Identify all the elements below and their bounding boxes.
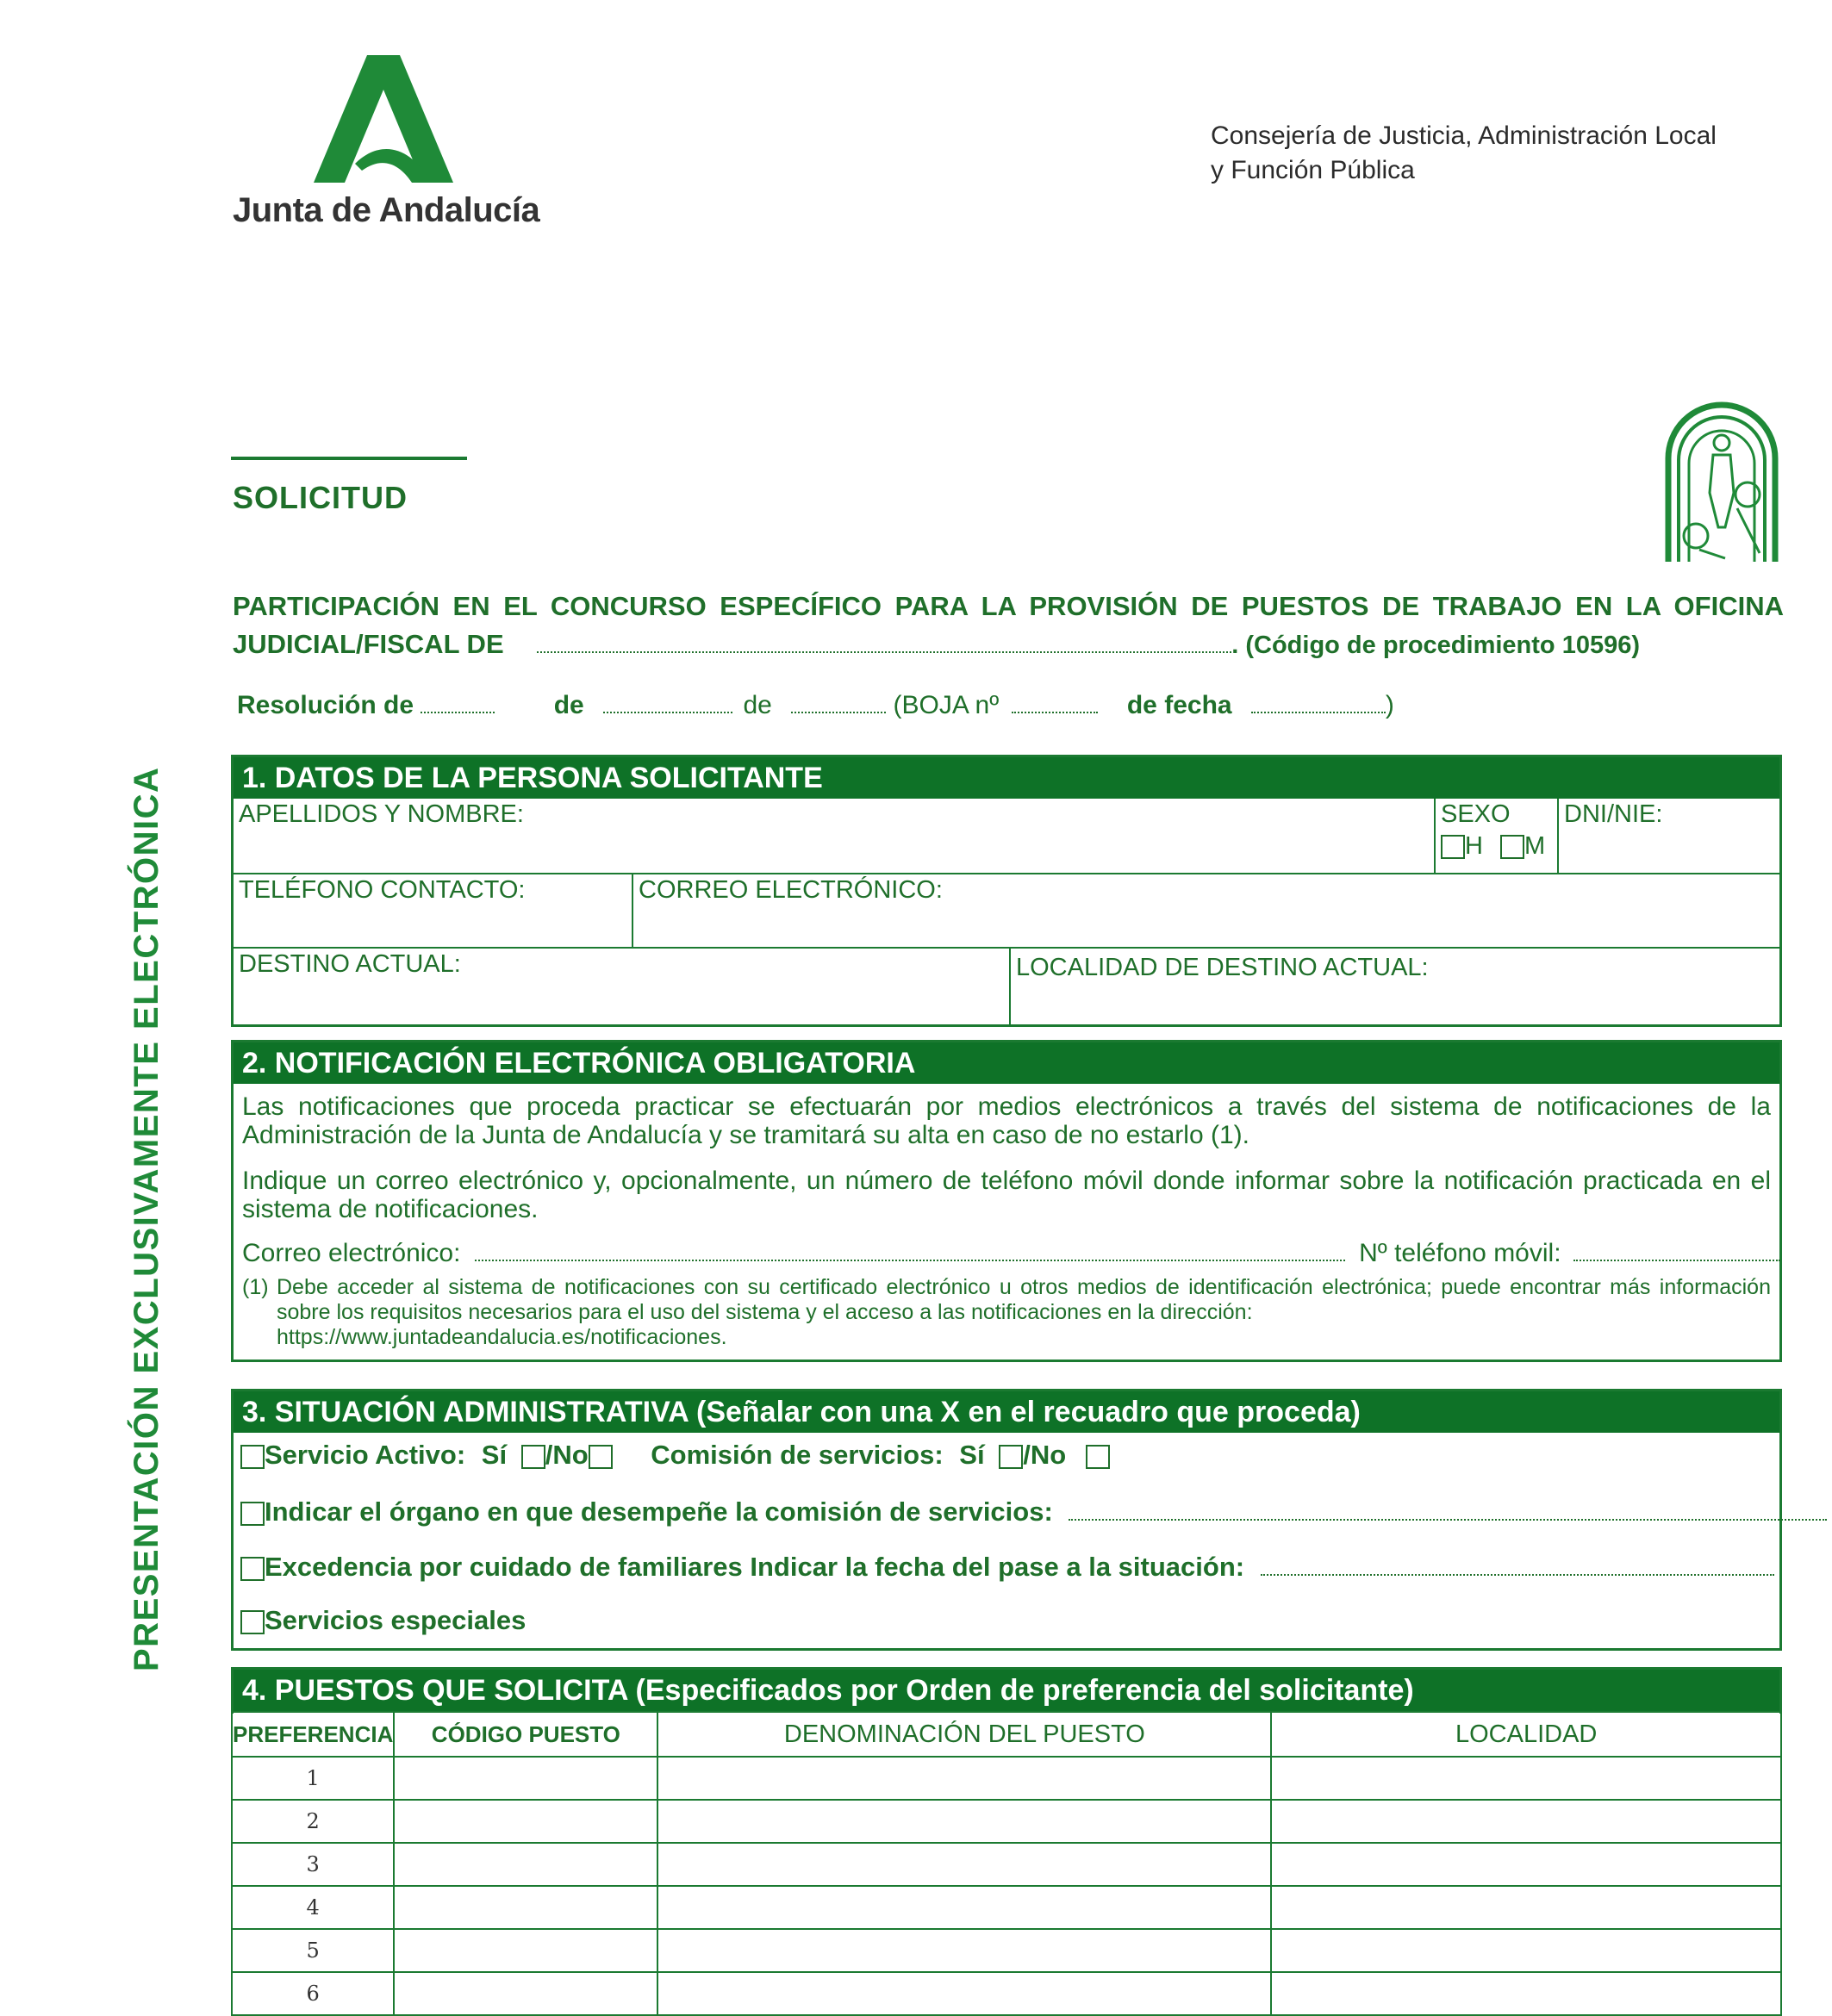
col-preferencia: PREFERENCIA — [232, 1712, 394, 1757]
dni-field[interactable] — [1559, 799, 1779, 874]
comision-no-checkbox[interactable] — [1086, 1445, 1110, 1469]
denominacion-cell[interactable] — [657, 1757, 1271, 1800]
consejeria-name — [1211, 119, 1717, 188]
section-admin-situation — [231, 1389, 1782, 1651]
section-3-heading: 3. SITUACIÓN ADMINISTRATIVA (Señalar con una X en el recuadro que proceda) — [234, 1391, 1779, 1433]
title-rule — [231, 457, 467, 460]
de-label-1: de — [553, 691, 584, 719]
especiales-label: Servicios especiales — [265, 1605, 527, 1635]
boja-date-field[interactable] — [1251, 688, 1386, 713]
localidad-cell[interactable] — [1271, 1800, 1781, 1843]
excedencia-label: Excedencia por cuidado de familiares Indicar la fecha del pase a la situación: — [265, 1552, 1245, 1582]
org-name: Junta de Andalucía — [233, 191, 540, 229]
side-label: PRESENTACIÓN EXCLUSIVAMENTE ELECTRÓNICA — [128, 766, 165, 1671]
section-requested-posts — [231, 1667, 1782, 1714]
denominacion-cell[interactable] — [657, 1800, 1271, 1843]
excedencia-date-field[interactable] — [1261, 1550, 1774, 1576]
sexo-field — [1436, 799, 1559, 874]
notif-correo-field[interactable] — [475, 1235, 1345, 1261]
de-label-2: de — [743, 691, 772, 719]
comision-label: Comisión de servicios: — [651, 1440, 944, 1470]
preference-number: 1 — [232, 1757, 394, 1800]
note-text: Debe acceder al sistema de notificaciones con su certificado electrónico u otros medios de identificación electrónica; puede encontrar más información sobre los requisitos necesarios para el uso del sistema y el acceso a las notificaciones en la dirección: — [277, 1275, 1771, 1324]
codigo-cell[interactable] — [394, 1886, 657, 1929]
correo-label: CORREO ELECTRÓNICO: — [639, 876, 943, 904]
localidad-cell[interactable] — [1271, 1972, 1781, 2015]
notification-paragraph-2: Indique un correo electrónico y, opcionalmente, un número de teléfono móvil donde informar sobre la notificación practicada en el sistema de notificaciones. — [242, 1167, 1771, 1223]
apellidos-label: APELLIDOS Y NOMBRE: — [239, 800, 524, 828]
boja-number-field[interactable] — [1012, 688, 1098, 713]
resolution-line — [237, 688, 1394, 720]
section-4-heading: 4. PUESTOS QUE SOLICITA (Especificados por Orden de preferencia del solicitante) — [234, 1670, 1779, 1711]
apellidos-field[interactable] — [234, 799, 1436, 874]
posts-table — [231, 1711, 1782, 2016]
servicio-activo-no-checkbox[interactable] — [589, 1445, 613, 1469]
organo-field[interactable] — [1069, 1495, 1827, 1521]
col-denominacion: DENOMINACIÓN DEL PUESTO — [657, 1712, 1271, 1757]
codigo-cell[interactable] — [394, 1929, 657, 1972]
section-notification — [231, 1040, 1782, 1362]
preference-number: 2 — [232, 1800, 394, 1843]
sexo-h-label: H — [1465, 832, 1483, 860]
preference-number: 3 — [232, 1843, 394, 1886]
consejeria-line-1: Consejería de Justicia, Administración Local — [1211, 121, 1717, 150]
form-title-text: PARTICIPACIÓN EN EL CONCURSO ESPECÍFICO PARA LA PROVISIÓN DE PUESTOS DE TRABAJO EN LA OFICINA JUDICIAL/FISCAL DE — [233, 591, 1784, 659]
table-row — [232, 1886, 1781, 1929]
notification-paragraph-1: Las notificaciones que proceda practicar se efectuarán por medios electrónicos a través del sistema de notificaciones de la Administración de la Junta de Andalucía y se tramitará su alta en caso de no estarlo (1). — [242, 1092, 1771, 1149]
excedencia-checkbox[interactable] — [240, 1557, 265, 1581]
resolucion-day-field[interactable] — [421, 688, 495, 713]
localidad-destino-field[interactable] — [1011, 949, 1779, 1024]
section-1-heading: 1. DATOS DE LA PERSONA SOLICITANTE — [234, 757, 1779, 799]
sexo-h-checkbox[interactable] — [1441, 835, 1465, 859]
localidad-cell[interactable] — [1271, 1929, 1781, 1972]
preference-number: 4 — [232, 1886, 394, 1929]
sexo-m-checkbox[interactable] — [1500, 835, 1524, 859]
sexo-label: SEXO — [1441, 800, 1511, 828]
close-paren: ) — [1385, 691, 1394, 719]
si-label-2: Sí — [959, 1440, 985, 1470]
codigo-cell[interactable] — [394, 1972, 657, 2015]
dni-label: DNI/NIE: — [1564, 800, 1663, 828]
notif-movil-label: Nº teléfono móvil: — [1359, 1239, 1561, 1267]
telefono-field[interactable] — [234, 874, 633, 949]
oficina-field[interactable] — [537, 625, 1231, 653]
localidad-destino-label: LOCALIDAD DE DESTINO ACTUAL: — [1016, 954, 1429, 981]
destino-field[interactable] — [234, 949, 1011, 1024]
denominacion-cell[interactable] — [657, 1886, 1271, 1929]
section-2-heading: 2. NOTIFICACIÓN ELECTRÓNICA OBLIGATORIA — [234, 1042, 1779, 1084]
comision-si-checkbox[interactable] — [999, 1445, 1023, 1469]
servicio-activo-label: Servicio Activo: — [265, 1440, 466, 1470]
especiales-checkbox[interactable] — [240, 1610, 265, 1634]
boja-label: (BOJA nº — [893, 691, 1000, 719]
organo-label: Indicar el órgano en que desempeñe la comisión de servicios: — [265, 1496, 1053, 1527]
preference-number: 6 — [232, 1972, 394, 2015]
telefono-label: TELÉFONO CONTACTO: — [239, 876, 526, 904]
no-label-2: /No — [1023, 1440, 1067, 1470]
organo-checkbox[interactable] — [240, 1502, 265, 1526]
table-row — [232, 1972, 1781, 2015]
table-row — [232, 1757, 1781, 1800]
destino-label: DESTINO ACTUAL: — [239, 950, 461, 978]
sexo-m-label: M — [1524, 832, 1546, 860]
table-row — [232, 1843, 1781, 1886]
denominacion-cell[interactable] — [657, 1929, 1271, 1972]
resolucion-year-field[interactable] — [791, 688, 886, 713]
codigo-cell[interactable] — [394, 1800, 657, 1843]
no-label-1: /No — [545, 1440, 589, 1470]
table-row — [232, 1800, 1781, 1843]
procedure-code: . (Código de procedimiento 10596) — [1231, 632, 1640, 659]
notif-movil-field[interactable] — [1573, 1235, 1780, 1261]
note-marker: (1) — [242, 1275, 269, 1299]
denominacion-cell[interactable] — [657, 1972, 1271, 2015]
section-personal-data — [231, 755, 1782, 1027]
posts-table-header — [232, 1712, 1781, 1757]
servicio-activo-checkbox[interactable] — [240, 1445, 265, 1469]
correo-field[interactable] — [633, 874, 1779, 949]
coat-of-arms-icon — [1665, 398, 1779, 563]
de-fecha-label: de fecha — [1126, 691, 1232, 719]
si-label-1: Sí — [481, 1440, 508, 1470]
consejeria-line-2: y Función Pública — [1211, 156, 1415, 184]
table-row — [232, 1929, 1781, 1972]
codigo-cell[interactable] — [394, 1843, 657, 1886]
denominacion-cell[interactable] — [657, 1843, 1271, 1886]
servicio-activo-si-checkbox[interactable] — [521, 1445, 545, 1469]
resolucion-label: Resolución de — [237, 691, 414, 719]
preference-number: 5 — [232, 1929, 394, 1972]
document-type: SOLICITUD — [233, 480, 408, 515]
codigo-cell[interactable] — [394, 1757, 657, 1800]
resolucion-month-field[interactable] — [603, 688, 732, 713]
notif-correo-label: Correo electrónico: — [242, 1239, 461, 1267]
col-localidad: LOCALIDAD — [1271, 1712, 1781, 1757]
junta-logo-icon — [310, 55, 457, 186]
form-title — [233, 588, 1784, 664]
note-url[interactable]: https://www.juntadeandalucia.es/notificaciones. — [277, 1325, 727, 1349]
col-codigo: CÓDIGO PUESTO — [394, 1712, 657, 1757]
localidad-cell[interactable] — [1271, 1757, 1781, 1800]
localidad-cell[interactable] — [1271, 1843, 1781, 1886]
localidad-cell[interactable] — [1271, 1886, 1781, 1929]
